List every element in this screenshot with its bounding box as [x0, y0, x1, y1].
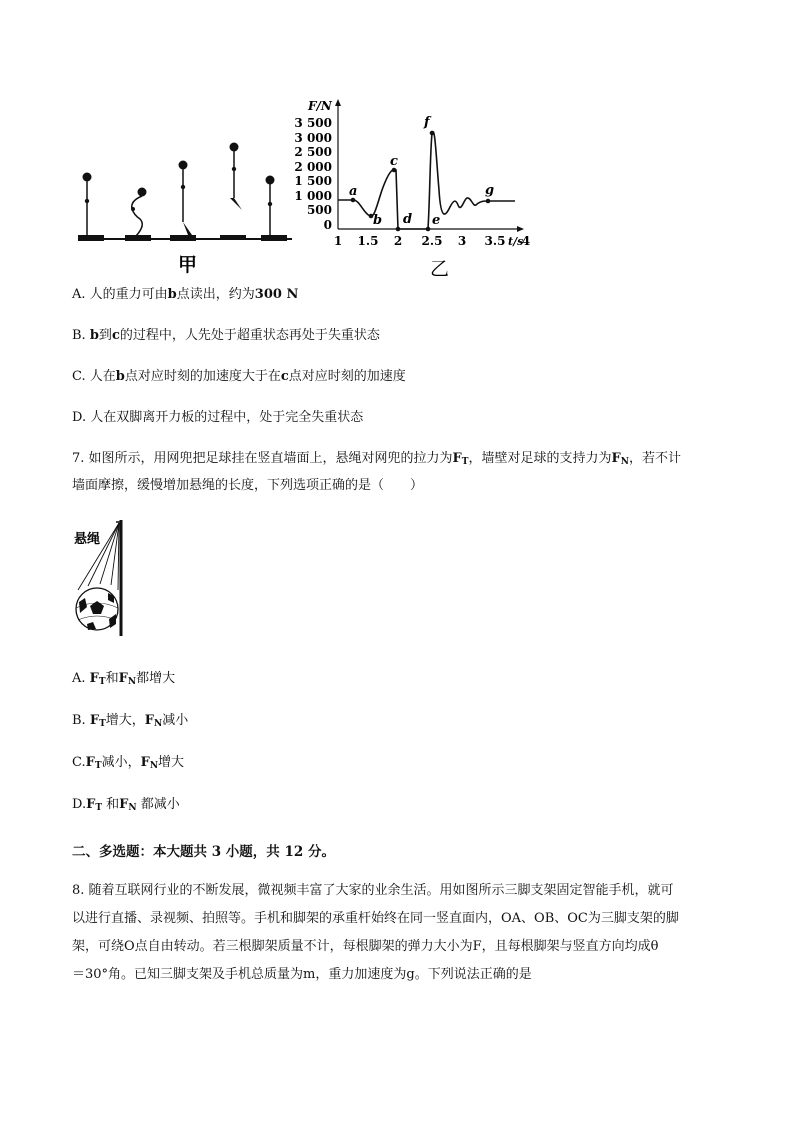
q6-option-b: B. b到c的过程中，人先处于超重状态再处于失重状态: [72, 328, 380, 343]
x-tick: 1: [333, 234, 343, 248]
point-label-d: d: [403, 212, 413, 227]
y-tick: 0: [323, 218, 332, 232]
q8-line1: 8. 随着互联网行业的不断发展，微视频丰富了大家的业余生活。用如图所示三脚支架固定智能手机，就可: [72, 883, 674, 898]
q8-line2: 以进行直播、录视频、拍照等。手机和脚架的承重杆始终在同一竖直面内，OA、OB、OC为三脚支架的脚: [72, 911, 679, 926]
q7-stem-line2: 墙面摩擦，缓慢增加悬绳的长度，下列选项正确的是（ ）: [72, 478, 424, 493]
q6-option-a: A. 人的重力可由b点读出，约为300 N: [72, 287, 299, 302]
q7-option-b: B. $F_T$增大，$F_N$减小: [72, 713, 189, 729]
x-tick: 4: [521, 234, 531, 248]
figure-q7: [72, 518, 132, 638]
point-g-dot: [486, 199, 491, 204]
x-tick: 2: [393, 234, 403, 248]
point-d-dot: [396, 227, 401, 232]
q7-option-c: $C.F_T$减小，$F_N$增大: [72, 755, 185, 771]
y-tick: 1 000: [294, 189, 332, 203]
force-curve: [338, 132, 515, 229]
q8-line4: ＝30°角。已知三脚支架及手机总质量为m，重力加速度为g。下列说法正确的是: [72, 967, 532, 982]
y-tick: 3 500: [294, 116, 332, 130]
q7-stem-line1: 7. 如图所示，用网兜把足球挂在竖直墙面上，悬绳对网兜的拉力为$F_T$，墙壁对足球的支持力为$F_N$，若不计: [72, 451, 681, 467]
q6-option-d: D. 人在双脚离开力板的过程中，处于完全失重状态: [72, 410, 364, 425]
q8-line3: 架，可绕O点自由转动。若三根脚架质量不计，每根脚架的弹力大小为F，且每根脚架与竖直方向均成θ: [72, 939, 659, 954]
figure-yi: [290, 95, 535, 280]
figure-jia: [70, 135, 300, 275]
y-tick: 3 000: [294, 131, 332, 145]
point-label-c: c: [390, 154, 398, 169]
hanging-rope-label: 悬绳: [74, 532, 101, 547]
x-tick: 3: [457, 234, 467, 248]
x-tick: 3.5: [484, 234, 506, 248]
q7-option-d: $D.F_T$ 和$F_N$ 都减小: [72, 797, 180, 813]
point-label-g: g: [485, 183, 495, 198]
point-e-dot: [426, 227, 431, 232]
y-tick: 500: [306, 203, 332, 217]
point-label-b: b: [373, 213, 383, 228]
q7-option-a: A. $F_T$和$F_N$都增大: [72, 671, 176, 687]
x-axis-label: t/s: [508, 235, 524, 248]
point-label-f: f: [424, 115, 430, 130]
x-tick: 1.5: [357, 234, 379, 248]
y-tick: 2 500: [294, 145, 332, 159]
figure-jia-caption: 甲: [178, 254, 198, 275]
x-tick: 2.5: [421, 234, 443, 248]
point-label-a: a: [349, 184, 358, 199]
point-label-e: e: [432, 213, 441, 228]
section-2-title: 二、多选题：本大题共 3 小题，共 12 分。: [72, 844, 335, 860]
y-axis-label: F/N: [308, 99, 332, 113]
figure-yi-caption: 乙: [430, 258, 450, 280]
y-tick: 2 000: [294, 160, 332, 174]
q6-option-c: C. 人在b点对应时刻的加速度大于在c点对应时刻的加速度: [72, 369, 406, 384]
point-f-dot: [430, 131, 435, 136]
y-tick: 1 500: [294, 174, 332, 188]
